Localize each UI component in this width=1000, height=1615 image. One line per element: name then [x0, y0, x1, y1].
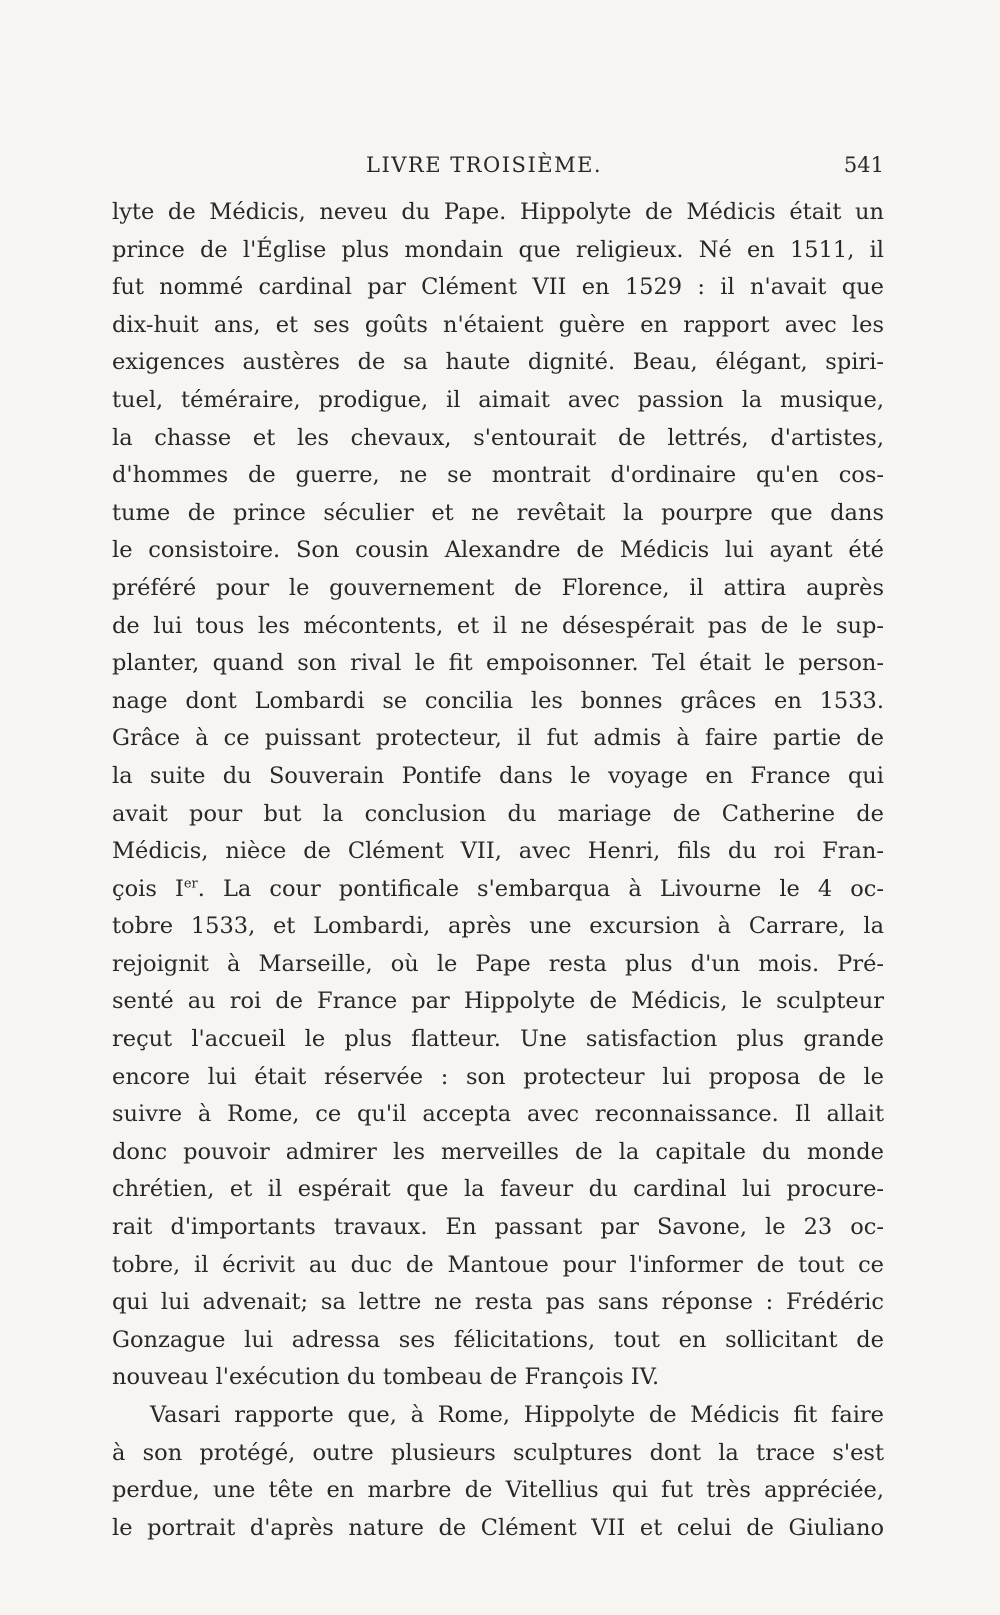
text-line: nage dont Lombardi se concilia les bonnes grâces en 1533. [112, 687, 884, 714]
text-line: avait pour but la conclusion du mariage de Catherine de [112, 800, 884, 827]
text-line: donc pouvoir admirer les merveilles de la capitale du monde [112, 1138, 884, 1165]
text-line: encore lui était réservée : son protecteur lui proposa de le [112, 1063, 884, 1090]
text-line: rejoignit à Marseille, où le Pape resta plus d'un mois. Pré- [112, 950, 884, 977]
text-line: reçut l'accueil le plus flatteur. Une satisfaction plus grande [112, 1026, 884, 1053]
text-line: la suite du Souverain Pontife dans le voyage en France qui [112, 762, 884, 789]
text-line: tobre 1533, et Lombardi, après une excursion à Carrare, la [112, 913, 884, 940]
text-line: fut nommé cardinal par Clément VII en 1529 : il n'avait que [112, 274, 884, 301]
text-line: le portrait d'après nature de Clément VII et celui de Giuliano [112, 1514, 884, 1541]
text-line: de lui tous les mécontents, et il ne désespérait pas de le sup- [112, 612, 884, 639]
page-number: 541 [843, 153, 884, 177]
text-line-francois [112, 871, 884, 909]
text-line-paragraph-end: nouveau l'exécution du tombeau de François IV. [112, 1364, 660, 1391]
superscript-er: er [183, 876, 198, 892]
text-line: le consistoire. Son cousin Alexandre de Médicis lui ayant été [112, 537, 884, 564]
text-line: à son protégé, outre plusieurs sculptures dont la trace s'est [112, 1439, 884, 1466]
text-line: tume de prince séculier et ne revêtait la pourpre que dans [112, 499, 884, 526]
text-line: suivre à Rome, ce qu'il accepta avec reconnaissance. Il allait [112, 1101, 884, 1128]
text-line: perdue, une tête en marbre de Vitellius qui fut très appréciée, [112, 1477, 884, 1504]
text-line: la chasse et les chevaux, s'entourait de lettrés, d'artistes, [112, 424, 884, 451]
text-line: rait d'importants travaux. En passant par Savone, le 23 oc- [112, 1214, 884, 1241]
text-line: senté au roi de France par Hippolyte de Médicis, le sculpteur [112, 988, 884, 1015]
text-line: qui lui advenait; sa lettre ne resta pas sans réponse : Frédéric [112, 1289, 884, 1316]
text-fragment: çois I [112, 875, 184, 902]
text-line: tuel, téméraire, prodigue, il aimait avec passion la musique, [112, 386, 884, 413]
running-head-title: LIVRE TROISIÈME. [366, 153, 603, 177]
body-text [112, 194, 884, 1547]
text-line: chrétien, et il espérait que la faveur du cardinal lui procure- [112, 1176, 884, 1203]
text-line: planter, quand son rival le fit empoisonner. Tel était le person- [112, 650, 884, 677]
text-line: Médicis, nièce de Clément VII, avec Henri, fils du roi Fran- [112, 838, 884, 865]
text-line: d'hommes de guerre, ne se montrait d'ordinaire qu'en cos- [112, 462, 884, 489]
text-line: préféré pour le gouvernement de Florence, il attira auprès [112, 574, 884, 601]
text-line: Grâce à ce puissant protecteur, il fut admis à faire partie de [112, 725, 884, 752]
running-head [112, 153, 884, 183]
text-line: exigences austères de sa haute dignité. Beau, élégant, spiri- [112, 349, 884, 376]
text-fragment: . La cour pontificale s'embarqua à Livourne le 4 oc- [197, 875, 884, 902]
text-line: Gonzague lui adressa ses félicitations, tout en sollicitant de [112, 1326, 884, 1353]
text-line: tobre, il écrivit au duc de Mantoue pour l'informer de tout ce [112, 1251, 884, 1278]
text-line-paragraph-start: Vasari rapporte que, à Rome, Hippolyte de Médicis fit faire [150, 1402, 884, 1428]
text-line: prince de l'Église plus mondain que religieux. Né en 1511, il [112, 236, 884, 263]
text-line: lyte de Médicis, neveu du Pape. Hippolyte de Médicis était un [112, 199, 884, 225]
text-line: dix-huit ans, et ses goûts n'étaient guère en rapport avec les [112, 311, 884, 338]
